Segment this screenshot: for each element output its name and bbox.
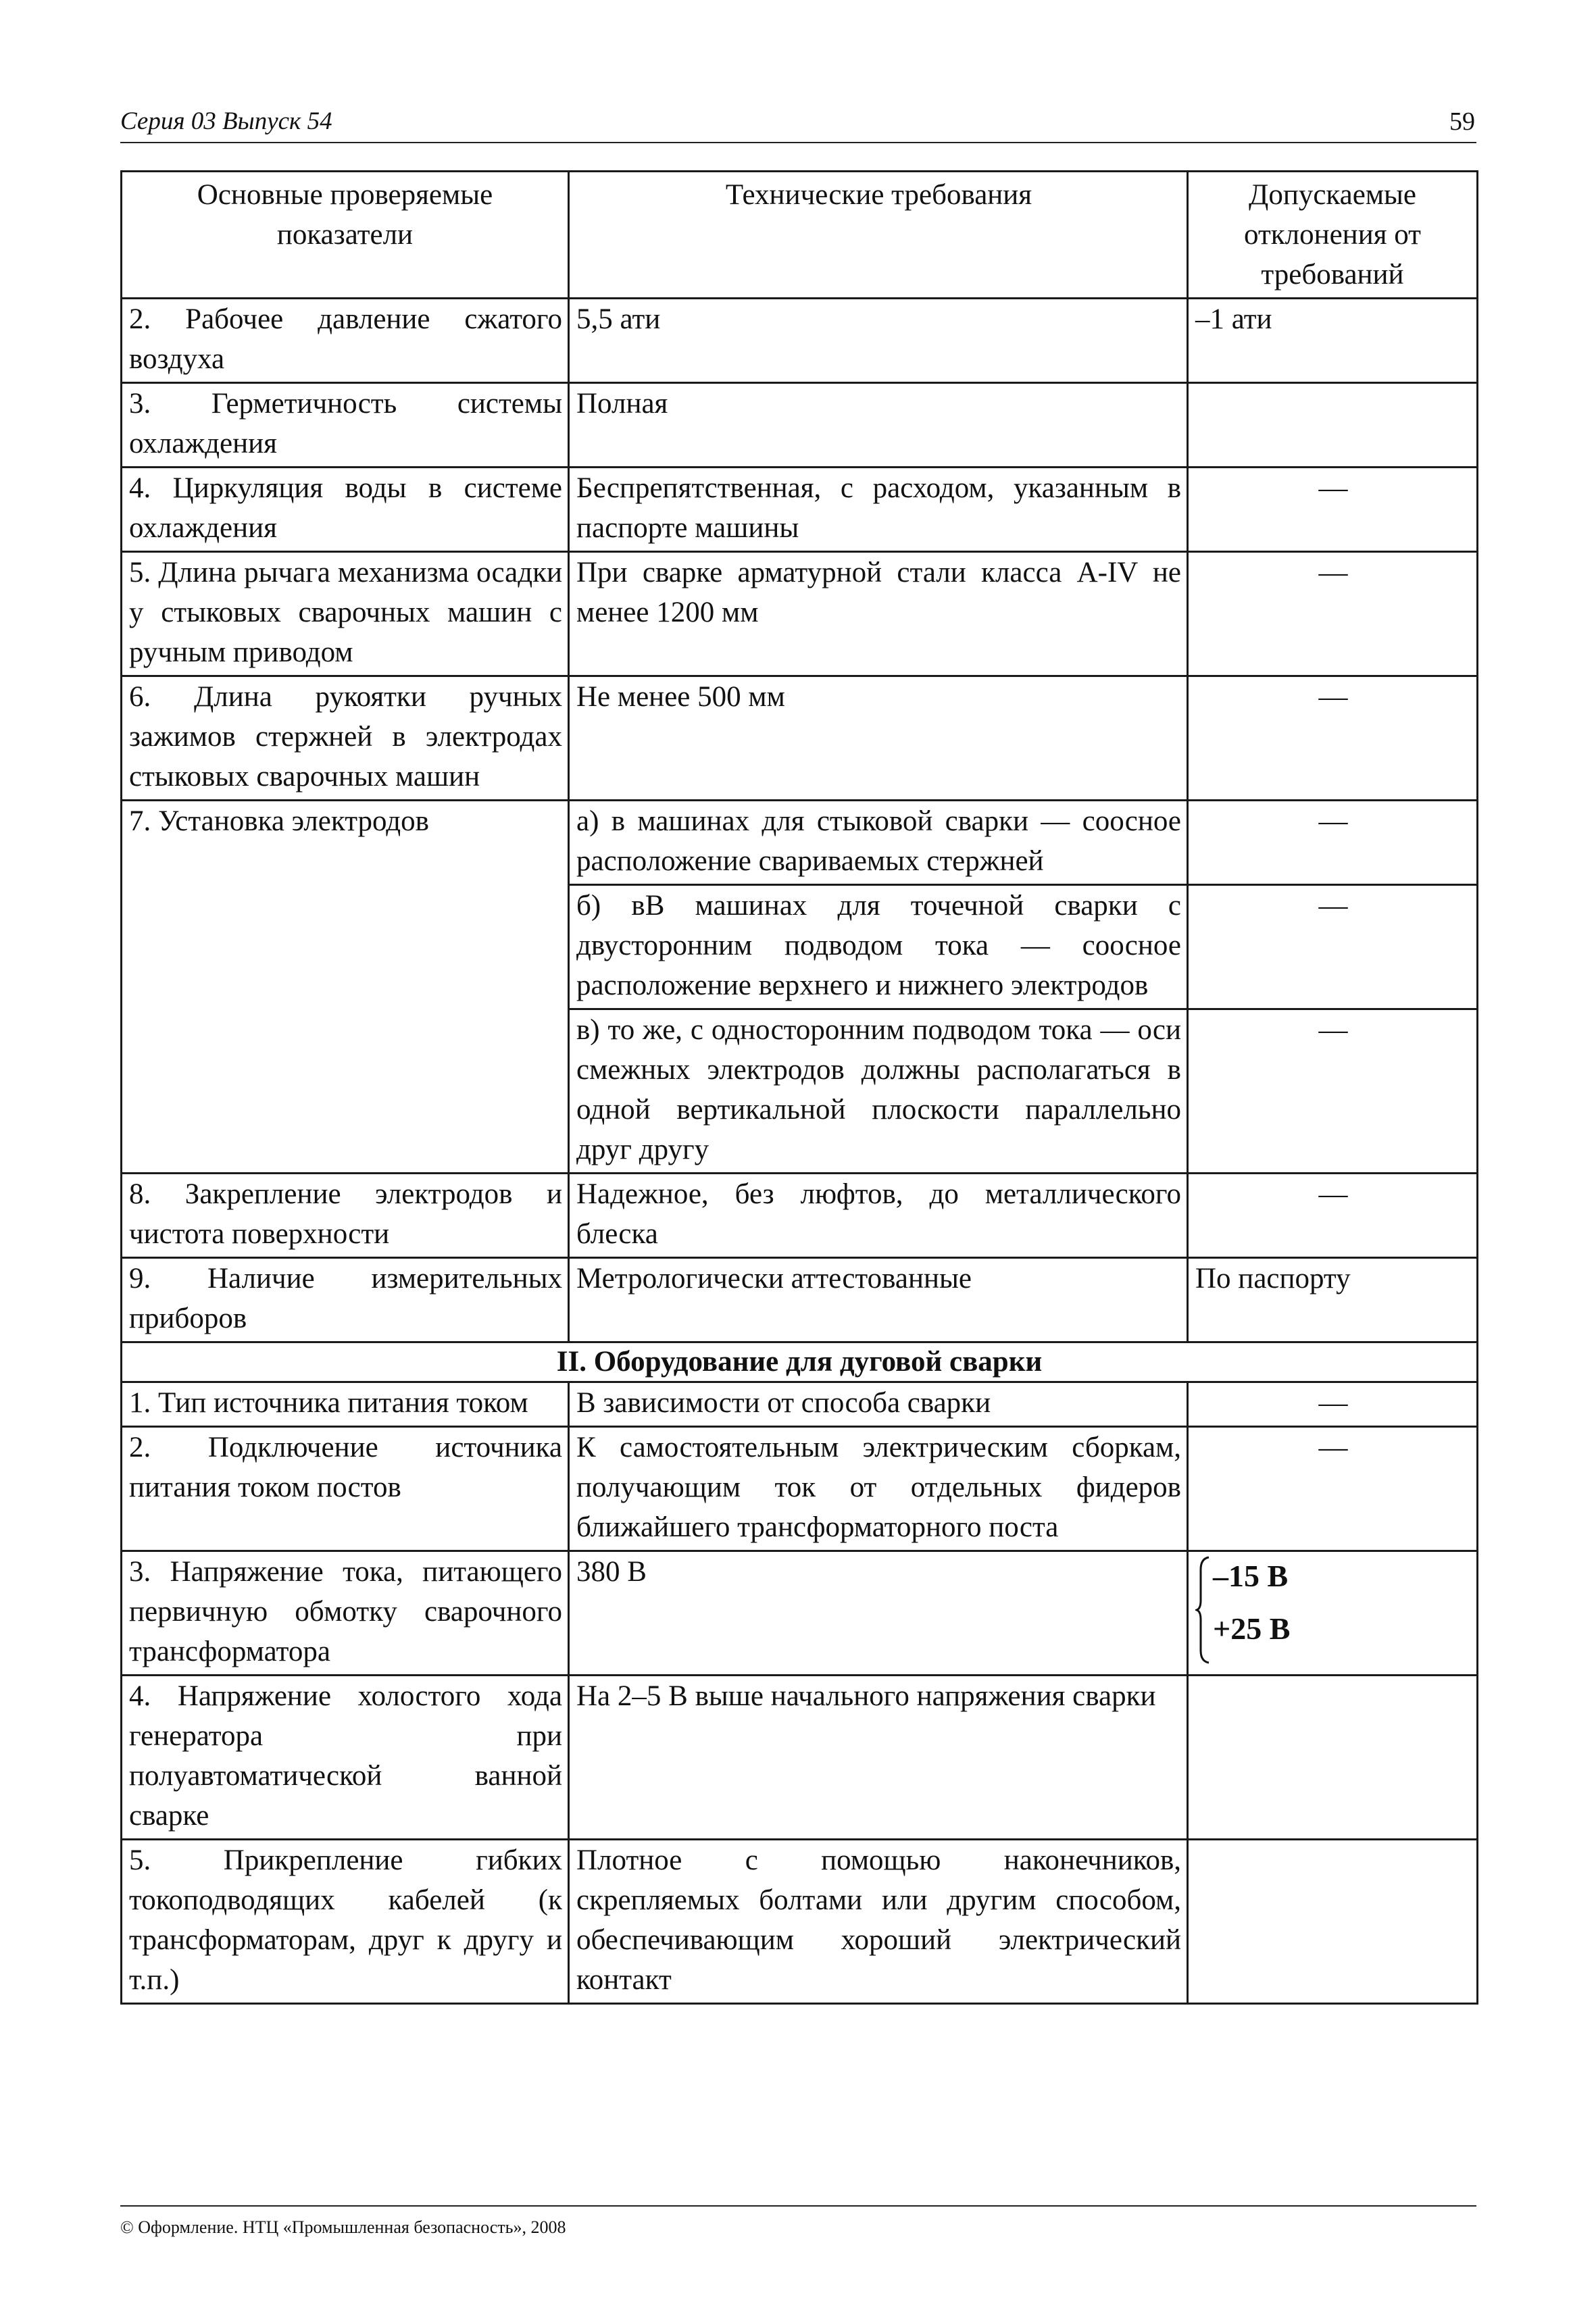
table-row bbox=[122, 1258, 1478, 1342]
indicator-cell: 2. Рабочее давление сжатого воздуха bbox=[122, 299, 569, 383]
requirement-cell: Беспрепятственная, с расходом, указанным в паспорте машины bbox=[569, 468, 1188, 552]
tolerance-lower: –15 В bbox=[1213, 1559, 1289, 1593]
deviation-cell bbox=[1188, 1551, 1478, 1676]
requirement-cell: К самостоятельным электрическим сборкам, получающим ток от отдельных фидеров ближайшего трансформаторного поста bbox=[569, 1427, 1188, 1551]
table-row bbox=[122, 1174, 1478, 1258]
indicator-cell: 4. Циркуляция воды в системе охлаждения bbox=[122, 468, 569, 552]
deviation-cell: — bbox=[1188, 885, 1478, 1009]
indicator-cell: 6. Длина рукоятки ручных зажимов стержней в электродах стыковых сварочных машин bbox=[122, 676, 569, 801]
table-row bbox=[122, 1382, 1478, 1427]
table-row bbox=[122, 1676, 1478, 1840]
requirement-cell: в) то же, с односторонним подводом тока — оси смежных электродов должны располагаться в одной вертикальной плоскости параллельно друг другу bbox=[569, 1009, 1188, 1174]
deviation-cell bbox=[1188, 1676, 1478, 1840]
requirement-cell: Надежное, без люфтов, до металлического блеска bbox=[569, 1174, 1188, 1258]
page-number: 59 bbox=[1449, 107, 1475, 136]
deviation-cell: — bbox=[1188, 468, 1478, 552]
page-footer bbox=[120, 2205, 1476, 2238]
deviation-cell bbox=[1188, 383, 1478, 468]
deviation-cell: –1 ати bbox=[1188, 299, 1478, 383]
requirement-cell: Не менее 500 мм bbox=[569, 676, 1188, 801]
page-header bbox=[120, 103, 1476, 143]
requirement-cell: б) вВ машинах для точечной сварки с двусторонним подводом тока — соосное расположение верхнего и нижнего электродов bbox=[569, 885, 1188, 1009]
series-title: Серия 03 Выпуск 54 bbox=[120, 107, 332, 135]
deviation-cell: — bbox=[1188, 1174, 1478, 1258]
indicator-cell: 8. Закрепление электродов и чистота поверхности bbox=[122, 1174, 569, 1258]
requirement-cell: 5,5 ати bbox=[569, 299, 1188, 383]
table-row bbox=[122, 299, 1478, 383]
requirement-cell: Плотное с помощью наконечников, скрепляемых болтами или другим способом, обеспечивающим хороший электрический контакт bbox=[569, 1840, 1188, 2004]
deviation-cell: — bbox=[1188, 1427, 1478, 1551]
table-row bbox=[122, 801, 1478, 885]
deviation-cell: — bbox=[1188, 552, 1478, 676]
table-row bbox=[122, 383, 1478, 468]
requirement-cell: На 2–5 В выше начального напряжения сварки bbox=[569, 1676, 1188, 1840]
section-row bbox=[122, 1342, 1478, 1382]
requirement-cell: Полная bbox=[569, 383, 1188, 468]
indicator-cell: 9. Наличие измерительных приборов bbox=[122, 1258, 569, 1342]
table-row bbox=[122, 676, 1478, 801]
requirement-cell: а) в машинах для стыковой сварки — соосное расположение свариваемых стержней bbox=[569, 801, 1188, 885]
table-row bbox=[122, 1427, 1478, 1551]
indicator-cell: 3. Напряжение тока, питающего первичную обмотку сварочного трансформатора bbox=[122, 1551, 569, 1676]
deviation-cell: — bbox=[1188, 801, 1478, 885]
requirement-cell: В зависимости от способа сварки bbox=[569, 1382, 1188, 1427]
copyright-text: © Оформление. НТЦ «Промышленная безопасность», 2008 bbox=[120, 2217, 566, 2237]
requirements-table bbox=[120, 170, 1478, 2005]
deviation-cell: — bbox=[1188, 1009, 1478, 1174]
curly-brace-icon bbox=[1195, 1556, 1212, 1664]
table-row bbox=[122, 1551, 1478, 1676]
column-header-indicators: Основные проверяемые показатели bbox=[122, 172, 569, 299]
table-header-row bbox=[122, 172, 1478, 299]
requirement-cell: При сварке арматурной стали класса А-IV не менее 1200 мм bbox=[569, 552, 1188, 676]
table-row bbox=[122, 468, 1478, 552]
deviation-cell bbox=[1188, 1840, 1478, 2004]
indicator-cell: 1. Тип источника питания током bbox=[122, 1382, 569, 1427]
deviation-cell: — bbox=[1188, 676, 1478, 801]
table-row bbox=[122, 1840, 1478, 2004]
tolerance-upper: +25 В bbox=[1213, 1611, 1291, 1646]
indicator-cell: 7. Установка электродов bbox=[122, 801, 569, 1174]
indicator-cell: 3. Герметичность системы охлаждения bbox=[122, 383, 569, 468]
section-title: II. Оборудование для дуговой сварки bbox=[122, 1342, 1478, 1382]
table-row bbox=[122, 552, 1478, 676]
deviation-cell: По паспорту bbox=[1188, 1258, 1478, 1342]
column-header-deviations: Допускаемые отклонения от требований bbox=[1188, 172, 1478, 299]
indicator-cell: 2. Подключение источника питания током постов bbox=[122, 1427, 569, 1551]
requirement-cell: 380 В bbox=[569, 1551, 1188, 1676]
column-header-requirements: Технические требования bbox=[569, 172, 1188, 299]
tolerance-range bbox=[1195, 1552, 1471, 1667]
deviation-cell: — bbox=[1188, 1382, 1478, 1427]
indicator-cell: 5. Длина рычага механизма осадки у стыковых сварочных машин с ручным приводом bbox=[122, 552, 569, 676]
requirement-cell: Метрологически аттестованные bbox=[569, 1258, 1188, 1342]
indicator-cell: 4. Напряжение холостого хода генератора при полуавтоматической ванной сварке bbox=[122, 1676, 569, 1840]
indicator-cell: 5. Прикрепление гибких токоподводящих кабелей (к трансформаторам, друг к другу и т.п.) bbox=[122, 1840, 569, 2004]
